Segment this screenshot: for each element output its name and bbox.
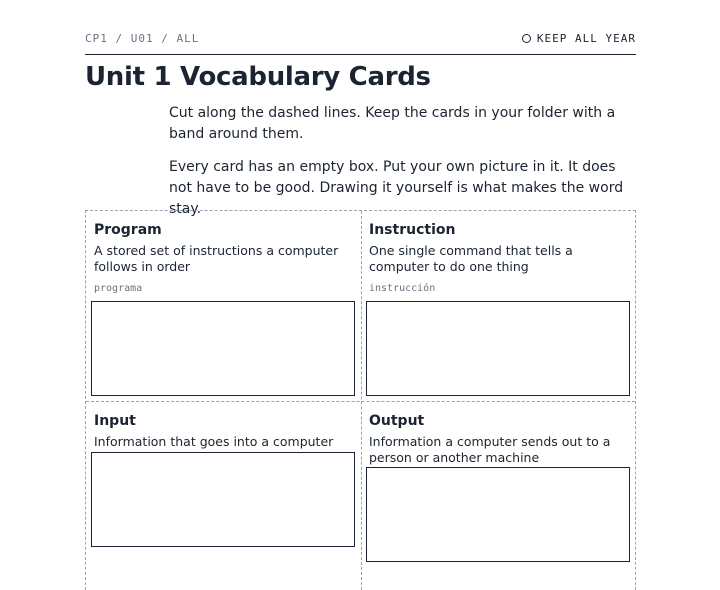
- page-title: Unit 1 Vocabulary Cards: [85, 62, 431, 92]
- card-definition: A stored set of instructions a computer follows in order: [94, 243, 339, 274]
- keep-label-text: KEEP ALL YEAR: [536, 32, 636, 45]
- card-translation: instrucción: [369, 283, 436, 294]
- keep-all-year-label: [522, 32, 636, 45]
- picture-box: [366, 301, 630, 396]
- card-word: Output: [369, 413, 425, 429]
- card-word: Instruction: [369, 222, 456, 238]
- picture-box: [91, 301, 355, 396]
- vocabulary-card-grid: [85, 210, 636, 590]
- picture-box: [91, 452, 355, 547]
- card-definition: Information that goes into a computer: [94, 434, 334, 449]
- card-word: Program: [94, 222, 162, 238]
- circle-icon: [522, 34, 531, 43]
- picture-box: [366, 467, 630, 562]
- card-word: Input: [94, 413, 136, 429]
- intro-paragraph-2: Every card has an empty box. Put your own picture in it. It does not have to be good. Drawing it yourself is what makes the word stay.: [169, 159, 624, 217]
- intro-paragraph-1: Cut along the dashed lines. Keep the cards in your folder with a band around them.: [169, 105, 616, 142]
- card-definition: Information a computer sends out to a person or another machine: [369, 434, 611, 465]
- page-header: [85, 32, 636, 55]
- card-definition: One single command that tells a computer to do one thing: [369, 243, 573, 274]
- breadcrumb: CP1 / U01 / ALL: [85, 32, 200, 45]
- card-translation: programa: [94, 283, 143, 294]
- horizontal-cut-line: [86, 401, 635, 402]
